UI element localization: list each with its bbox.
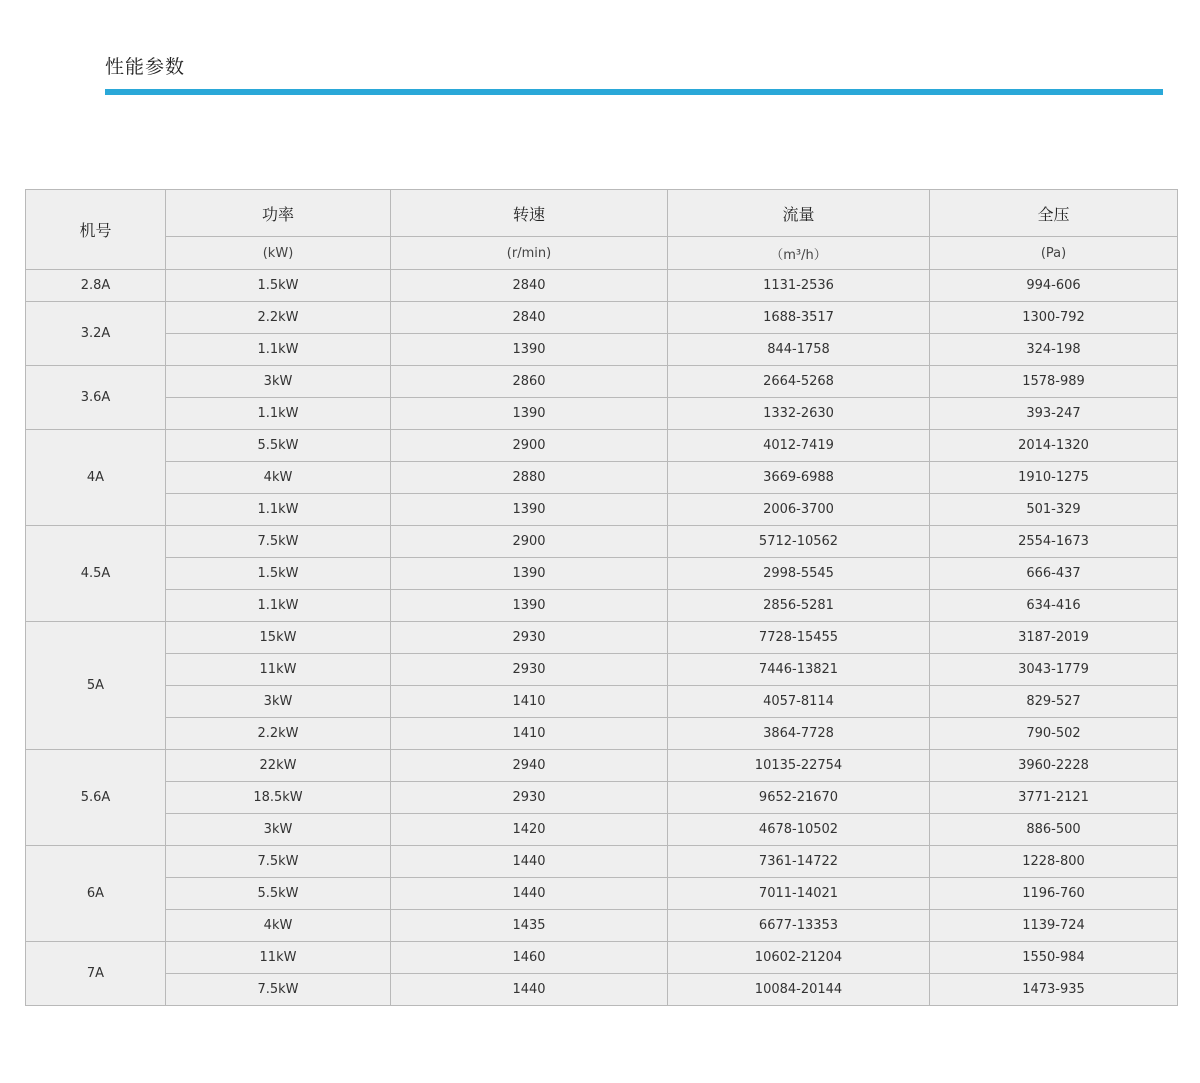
- section-title: 性能参数: [105, 56, 186, 78]
- power-cell: 1.5kW: [166, 558, 391, 590]
- pressure-cell: 666-437: [930, 558, 1178, 590]
- speed-cell: 2940: [391, 750, 668, 782]
- power-cell: 7.5kW: [166, 846, 391, 878]
- pressure-cell: 1139-724: [930, 910, 1178, 942]
- table-row: [26, 590, 1178, 622]
- table-row: [26, 302, 1178, 334]
- speed-cell: 1390: [391, 334, 668, 366]
- speed-cell: 1440: [391, 878, 668, 910]
- table-row: [26, 430, 1178, 462]
- flow-cell: 5712-10562: [668, 526, 930, 558]
- flow-cell: 3864-7728: [668, 718, 930, 750]
- performance-table: [25, 189, 1178, 1006]
- unit-pressure: (Pa): [930, 237, 1178, 270]
- title-divider: [105, 89, 1163, 95]
- power-cell: 2.2kW: [166, 302, 391, 334]
- model-cell: 5A: [26, 622, 166, 750]
- flow-cell: 3669-6988: [668, 462, 930, 494]
- pressure-cell: 3187-2019: [930, 622, 1178, 654]
- power-cell: 3kW: [166, 814, 391, 846]
- model-cell: 3.6A: [26, 366, 166, 430]
- pressure-cell: 1910-1275: [930, 462, 1178, 494]
- power-cell: 4kW: [166, 910, 391, 942]
- pressure-cell: 1300-792: [930, 302, 1178, 334]
- model-cell: 2.8A: [26, 270, 166, 302]
- flow-cell: 1332-2630: [668, 398, 930, 430]
- table-row: [26, 494, 1178, 526]
- header-model: 机号: [26, 190, 166, 270]
- pressure-cell: 2554-1673: [930, 526, 1178, 558]
- speed-cell: 1390: [391, 398, 668, 430]
- pressure-cell: 3771-2121: [930, 782, 1178, 814]
- pressure-cell: 2014-1320: [930, 430, 1178, 462]
- model-cell: 5.6A: [26, 750, 166, 846]
- table-body: [26, 270, 1178, 1006]
- header-flow: 流量: [668, 190, 930, 237]
- table-row: [26, 782, 1178, 814]
- power-cell: 1.1kW: [166, 398, 391, 430]
- flow-cell: 10135-22754: [668, 750, 930, 782]
- speed-cell: 1440: [391, 974, 668, 1006]
- power-cell: 3kW: [166, 686, 391, 718]
- pressure-cell: 1228-800: [930, 846, 1178, 878]
- power-cell: 18.5kW: [166, 782, 391, 814]
- pressure-cell: 634-416: [930, 590, 1178, 622]
- flow-cell: 6677-13353: [668, 910, 930, 942]
- power-cell: 1.1kW: [166, 590, 391, 622]
- unit-speed: (r/min): [391, 237, 668, 270]
- power-cell: 5.5kW: [166, 430, 391, 462]
- pressure-cell: 1578-989: [930, 366, 1178, 398]
- model-cell: 3.2A: [26, 302, 166, 366]
- speed-cell: 2930: [391, 622, 668, 654]
- unit-power: (kW): [166, 237, 391, 270]
- table-row: [26, 334, 1178, 366]
- table-row: [26, 910, 1178, 942]
- flow-cell: 7361-14722: [668, 846, 930, 878]
- power-cell: 3kW: [166, 366, 391, 398]
- flow-cell: 7011-14021: [668, 878, 930, 910]
- table-row: [26, 846, 1178, 878]
- pressure-cell: 3043-1779: [930, 654, 1178, 686]
- power-cell: 2.2kW: [166, 718, 391, 750]
- speed-cell: 2840: [391, 270, 668, 302]
- speed-cell: 2880: [391, 462, 668, 494]
- table-row: [26, 942, 1178, 974]
- table-row: [26, 270, 1178, 302]
- flow-cell: 4057-8114: [668, 686, 930, 718]
- power-cell: 1.1kW: [166, 334, 391, 366]
- speed-cell: 1420: [391, 814, 668, 846]
- flow-cell: 4012-7419: [668, 430, 930, 462]
- flow-cell: 4678-10502: [668, 814, 930, 846]
- speed-cell: 1410: [391, 718, 668, 750]
- table-row: [26, 750, 1178, 782]
- speed-cell: 2900: [391, 526, 668, 558]
- flow-cell: 2664-5268: [668, 366, 930, 398]
- pressure-cell: 790-502: [930, 718, 1178, 750]
- flow-cell: 7728-15455: [668, 622, 930, 654]
- flow-cell: 10084-20144: [668, 974, 930, 1006]
- speed-cell: 2860: [391, 366, 668, 398]
- pressure-cell: 393-247: [930, 398, 1178, 430]
- speed-cell: 1440: [391, 846, 668, 878]
- header-speed: 转速: [391, 190, 668, 237]
- unit-flow: （m³/h）: [668, 237, 930, 270]
- power-cell: 11kW: [166, 942, 391, 974]
- power-cell: 22kW: [166, 750, 391, 782]
- power-cell: 7.5kW: [166, 526, 391, 558]
- power-cell: 7.5kW: [166, 974, 391, 1006]
- header-pressure: 全压: [930, 190, 1178, 237]
- table-row: [26, 718, 1178, 750]
- speed-cell: 2930: [391, 782, 668, 814]
- speed-cell: 2930: [391, 654, 668, 686]
- speed-cell: 1390: [391, 590, 668, 622]
- pressure-cell: 829-527: [930, 686, 1178, 718]
- table-header: [26, 190, 1178, 270]
- speed-cell: 1390: [391, 558, 668, 590]
- table-row: [26, 558, 1178, 590]
- flow-cell: 2998-5545: [668, 558, 930, 590]
- model-cell: 4A: [26, 430, 166, 526]
- table-row: [26, 686, 1178, 718]
- speed-cell: 1460: [391, 942, 668, 974]
- pressure-cell: 994-606: [930, 270, 1178, 302]
- header-row: [26, 190, 1178, 237]
- speed-cell: 1410: [391, 686, 668, 718]
- table-row: [26, 814, 1178, 846]
- flow-cell: 9652-21670: [668, 782, 930, 814]
- pressure-cell: 1473-935: [930, 974, 1178, 1006]
- power-cell: 4kW: [166, 462, 391, 494]
- table-row: [26, 654, 1178, 686]
- table-row: [26, 878, 1178, 910]
- flow-cell: 1688-3517: [668, 302, 930, 334]
- power-cell: 5.5kW: [166, 878, 391, 910]
- model-cell: 7A: [26, 942, 166, 1006]
- pressure-cell: 886-500: [930, 814, 1178, 846]
- table-row: [26, 398, 1178, 430]
- power-cell: 11kW: [166, 654, 391, 686]
- speed-cell: 1435: [391, 910, 668, 942]
- flow-cell: 10602-21204: [668, 942, 930, 974]
- power-cell: 1.1kW: [166, 494, 391, 526]
- pressure-cell: 324-198: [930, 334, 1178, 366]
- table-row: [26, 526, 1178, 558]
- table-row: [26, 366, 1178, 398]
- table-row: [26, 974, 1178, 1006]
- pressure-cell: 3960-2228: [930, 750, 1178, 782]
- header-power: 功率: [166, 190, 391, 237]
- pressure-cell: 1550-984: [930, 942, 1178, 974]
- flow-cell: 7446-13821: [668, 654, 930, 686]
- table-row: [26, 462, 1178, 494]
- speed-cell: 2900: [391, 430, 668, 462]
- flow-cell: 1131-2536: [668, 270, 930, 302]
- pressure-cell: 501-329: [930, 494, 1178, 526]
- model-cell: 4.5A: [26, 526, 166, 622]
- pressure-cell: 1196-760: [930, 878, 1178, 910]
- power-cell: 15kW: [166, 622, 391, 654]
- model-cell: 6A: [26, 846, 166, 942]
- flow-cell: 2856-5281: [668, 590, 930, 622]
- table-row: [26, 622, 1178, 654]
- speed-cell: 2840: [391, 302, 668, 334]
- unit-row: [26, 237, 1178, 270]
- power-cell: 1.5kW: [166, 270, 391, 302]
- flow-cell: 844-1758: [668, 334, 930, 366]
- speed-cell: 1390: [391, 494, 668, 526]
- flow-cell: 2006-3700: [668, 494, 930, 526]
